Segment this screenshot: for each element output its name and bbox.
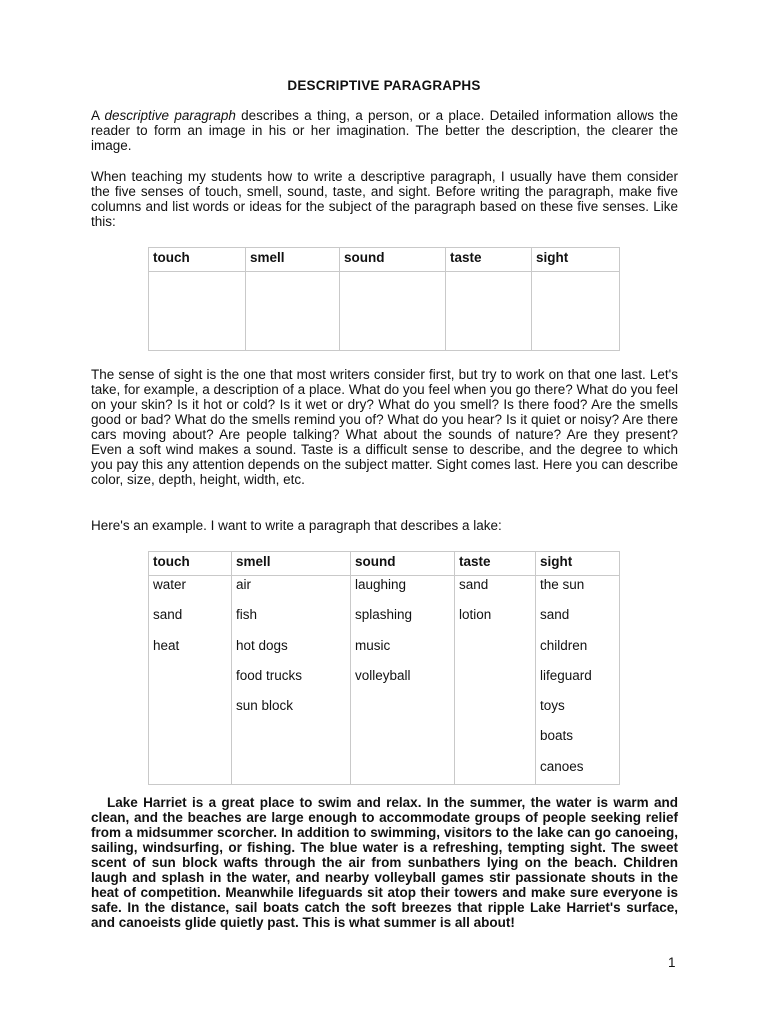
table-cell [149, 727, 232, 757]
table-cell [455, 667, 536, 697]
five-senses-template-table [148, 247, 620, 351]
blank-cell [246, 272, 340, 351]
table-cell [351, 697, 455, 727]
table-cell: food trucks [232, 667, 351, 697]
blank-cell [532, 272, 620, 351]
header-sound: sound [351, 552, 455, 576]
page-number: 1 [668, 955, 676, 970]
table-cell: volleyball [351, 667, 455, 697]
table-row [149, 606, 620, 636]
table-cell [455, 758, 536, 785]
table-cell: toys [536, 697, 620, 727]
table-cell: music [351, 637, 455, 667]
page-title: DESCRIPTIVE PARAGRAPHS [287, 78, 481, 93]
blank-cell [149, 272, 246, 351]
table-cell: sand [536, 606, 620, 636]
header-sight: sight [536, 552, 620, 576]
table-cell: heat [149, 637, 232, 667]
table-cell [455, 697, 536, 727]
table-row [149, 727, 620, 757]
header-taste: taste [455, 552, 536, 576]
senses-explanation-paragraph: The sense of sight is the one that most writers consider first, but try to work on that one last. Let's take, for example, a description of a place. What do you feel when you go there? What do you feel on your skin? Is it hot or cold? Is it wet or dry? What do you smell? Is there food? Are the smells good or bad? What do the smells remind you of? What do you hear? Is it quiet or noisy? Are there cars moving about? Are people talking? What about the sounds of nature? Are they present? Even a soft wind makes a sound. Taste is a difficult sense to describe, and the degree to which you pay this any attention depends on the subject matter. Sight comes last. Here you can describe color, size, depth, height, width, etc. [91, 367, 678, 487]
lake-harriet-paragraph: Lake Harriet is a great place to swim and relax. In the summer, the water is warm and clean, and the beaches are large enough to accommodate groups of people seeking relief from a midsummer scorcher. In addition to swimming, visitors to the lake can go canoeing, sailing, windsurfing, or fishing. The blue water is a refreshing, tempting sight. The sweet scent of sun block wafts through the air from sunbathers lying on the beach. Children laugh and splash in the water, and nearby volleyball games stir passionate shouts in the heat of competition. Meanwhile lifeguards sit atop their towers and make sure everyone is safe. In the distance, sail boats catch the soft breezes that ripple Lake Harriet's surface, and canoeists glide quietly past. This is what summer is all about! [91, 795, 678, 930]
intro-lead: A [91, 108, 105, 123]
header-sight: sight [532, 248, 620, 272]
teaching-paragraph: When teaching my students how to write a descriptive paragraph, I usually have them consider the five senses of touch, smell, sound, taste, and sight. Before writing the paragraph, make five columns and list words or ideas for the subject of the paragraph based on these five senses. Like this: [91, 169, 678, 229]
table-cell: laughing [351, 576, 455, 607]
table-cell: sand [149, 606, 232, 636]
blank-cell [340, 272, 446, 351]
intro-paragraph [91, 108, 678, 153]
table-cell [232, 727, 351, 757]
table-cell [455, 727, 536, 757]
header-smell: smell [232, 552, 351, 576]
table-cell: lifeguard [536, 667, 620, 697]
table-cell: the sun [536, 576, 620, 607]
table-row [149, 667, 620, 697]
table-cell [149, 667, 232, 697]
example-intro-paragraph: Here's an example. I want to write a paragraph that describes a lake: [91, 518, 502, 533]
header-touch: touch [149, 248, 246, 272]
table-cell: water [149, 576, 232, 607]
table-cell: hot dogs [232, 637, 351, 667]
table-row [149, 758, 620, 785]
table-cell [149, 758, 232, 785]
table-cell [351, 727, 455, 757]
table-cell: lotion [455, 606, 536, 636]
header-sound: sound [340, 248, 446, 272]
table-header-row [149, 552, 620, 576]
table-cell: children [536, 637, 620, 667]
header-taste: taste [446, 248, 532, 272]
table-row [149, 576, 620, 607]
table-cell: boats [536, 727, 620, 757]
table-cell [149, 697, 232, 727]
blank-cell [446, 272, 532, 351]
table-header-row [149, 248, 620, 272]
table-cell: splashing [351, 606, 455, 636]
header-smell: smell [246, 248, 340, 272]
table-cell: sun block [232, 697, 351, 727]
table-cell [455, 637, 536, 667]
table-cell: air [232, 576, 351, 607]
table-cell [232, 758, 351, 785]
blank-row [149, 272, 620, 351]
table-row [149, 697, 620, 727]
header-touch: touch [149, 552, 232, 576]
lake-example-table [148, 551, 620, 785]
descriptive-paragraph-term: descriptive paragraph [104, 108, 236, 123]
table-cell: canoes [536, 758, 620, 785]
table-cell [351, 758, 455, 785]
intro-rest: describes a thing, a person, or a place. Detailed information allows the reader to form an image in his or her imagination. The better the description, the clearer the image. [91, 108, 679, 153]
table-row [149, 637, 620, 667]
table-cell: sand [455, 576, 536, 607]
table-cell: fish [232, 606, 351, 636]
